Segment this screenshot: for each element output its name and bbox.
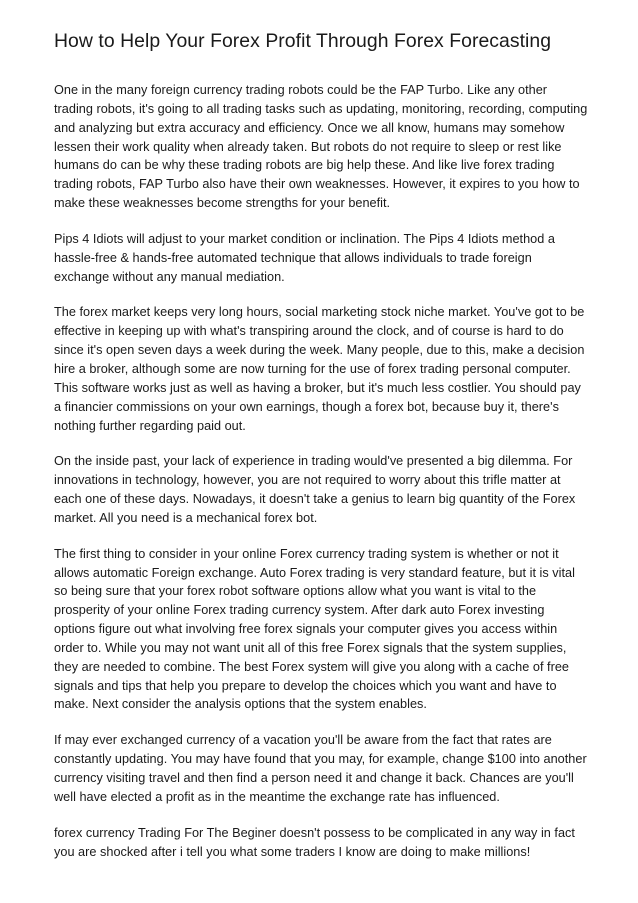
paragraph-first-thing: The first thing to consider in your online Forex currency trading system is whether or not it allows automatic Foreign exchange. Auto Forex trading is very standard feature, but it is vital so being sure that your forex robot software options allow what you want is vital to the prosperity of your online Forex trading currency system. After dark auto Forex investing options figure out what involving free forex signals your computer gives you access within order to. While you may not want unit all of this free Forex signals that the system supplies, they are needed to combine. The best Forex system will give you along with a cache of free signals and tips that help you prepare to develop the choices which you want and have to make. Next consider the analysis options that the system enables. <box>54 546 575 712</box>
paragraph-pips-4-idiots: Pips 4 Idiots will adjust to your market condition or inclination. The Pips 4 Idiots method a hassle-free & hands-free automated technique that allows individuals to trade foreign exchange without any manual mediation. <box>54 231 555 284</box>
paragraph-forex-market-hours: The forex market keeps very long hours, social marketing stock niche market. You've got to be effective in keeping up with what's transpiring around the clock, and of course is hard to do since it's open seven days a week during the week. Many people, due to this, make a decision hire a broker, although some are now turning for the use of forex trading personal computer. This software works just as well as having a broker, but it's much less costlier. You should pay a financier commissions on your own earnings, though a forex bot, because buy it, there's nothing further regarding paid out. <box>54 305 585 433</box>
paragraph-exchanged-currency: If may ever exchanged currency of a vacation you'll be aware from the fact that rates are constantly updating. You may have found that you may, for example, change $100 into another currency visiting travel and then find a person need it and change it back. Chances are you'll well have elected a profit as in the meantime the exchange rate has influenced. <box>54 733 587 804</box>
document-title: How to Help Your Forex Profit Through Forex Forecasting <box>54 30 552 52</box>
paragraph-experience: On the inside past, your lack of experience in trading would've presented a big dilemma. For innovations in technology, however, you are not required to worry about this trifle matter at each one of these days. Nowadays, it doesn't take a genius to learn big quantity of the Forex market. All you need is a mechanical forex bot. <box>54 454 576 525</box>
paragraph-beginner: forex currency Trading For The Beginer doesn't possess to be complicated in any way in fact you are shocked after i tell you what some traders I know are doing to make millions! <box>54 825 575 859</box>
paragraph-fap-turbo: One in the many foreign currency trading robots could be the FAP Turbo. Like any other trading robots, it's going to all trading tasks such as updating, monitoring, recording, computing and analyzing but extra accuracy and efficiency. Once we all know, humans may somehow lessen their work quality when already taken. But robots do not require to sleep or rest like humans do can be why these trading robots are big help these. And like live forex trading trading robots, FAP Turbo also have their own weaknesses. However, it expires to you how to make these weaknesses become strengths for your benefit. <box>54 83 588 211</box>
